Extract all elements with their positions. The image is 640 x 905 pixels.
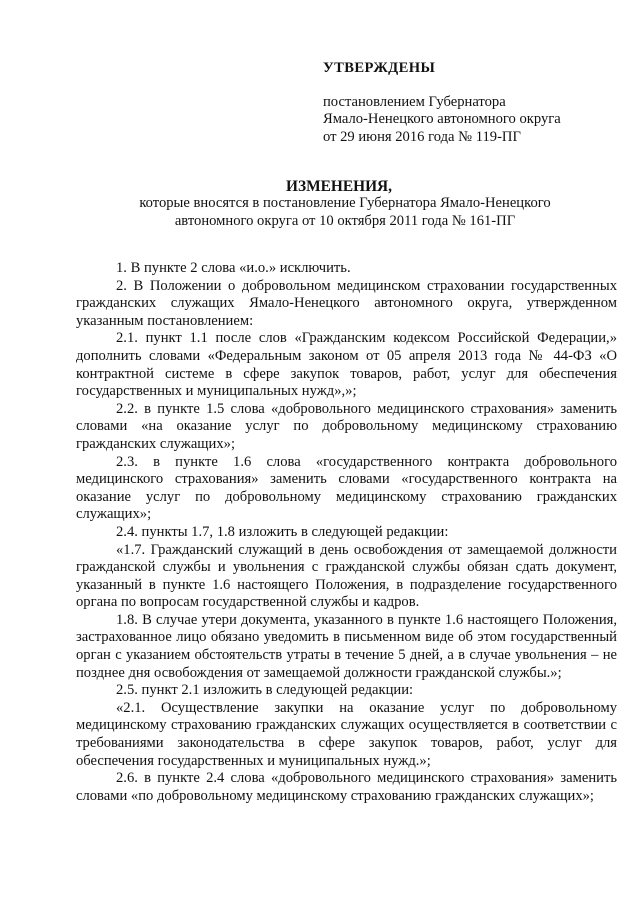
paragraph-2-6: 2.6. в пункте 2.4 слова «добровольного медицинского страхования» заменить словами «по добровольному медицинскому страхованию гражданских служащих»; bbox=[76, 770, 617, 804]
paragraph-1-8: 1.8. В случае утери документа, указанного в пункте 1.6 настоящего Положения, застрахованное лицо обязано уведомить в письменном виде об этом государственный орган с указанием обстоятельств утраты в течение 5 дней, а в случае увольнения – не позднее дня освобождения от замещаемой должности гражданской службы.»; bbox=[76, 611, 617, 681]
paragraph-2: 2. В Положении о добровольном медицинском страховании государственных гражданских служащих Ямало-Ненецкого автономного округа, утвержденном указанным постановлением: bbox=[76, 277, 617, 329]
approval-line-2: Ямало-Ненецкого автономного округа bbox=[323, 111, 561, 128]
approval-line-1: постановлением Губернатора bbox=[323, 93, 506, 110]
approval-heading: УТВЕРЖДЕНЫ bbox=[323, 60, 436, 76]
paragraph-1: 1. В пункте 2 слова «и.о.» исключить. bbox=[116, 260, 351, 276]
document-title: ИЗМЕНЕНИЯ, bbox=[285, 178, 393, 195]
paragraph-1-7: «1.7. Гражданский служащий в день освобождения от замещаемой должности гражданской службы и увольнения с гражданской службы обязан сдать документ, указанный в пункте 1.6 настоящего Положения, в подразделение государственного органа по вопросам государственной службы и кадров. bbox=[76, 541, 617, 611]
paragraph-2-3: 2.3. в пункте 1.6 слова «государственного контракта добровольного медицинского страхования» заменить словами «государственного контракта на оказание услуг по добровольному медицинскому страхованию гражданских служащих»; bbox=[76, 453, 617, 523]
document-body bbox=[76, 260, 617, 805]
approval-stamp bbox=[323, 60, 623, 146]
paragraph-2-1-new: «2.1. Осуществление закупки на оказание услуг по добровольному медицинскому страхованию гражданских служащих осуществляется в соответствии с требованиями законодательства в сфере закупок товаров, работ, услуг для обеспечения государственных и муниципальных нужд.»; bbox=[76, 699, 617, 769]
document-subtitle bbox=[80, 195, 610, 230]
paragraph-2-1: 2.1. пункт 1.1 после слов «Гражданским кодексом Российской Федерации,» дополнить словами «Федеральным законом от 05 апреля 2013 года № 44-ФЗ «О контрактной системе в сфере закупок товаров, работ, услуг для обеспечения государственных и муниципальных нужд»,»; bbox=[76, 330, 617, 400]
subtitle-line-2: автономного округа от 10 октября 2011 года № 161-ПГ bbox=[174, 212, 516, 229]
paragraph-2-2: 2.2. в пункте 1.5 слова «добровольного медицинского страхования» заменить словами «на оказание услуг по добровольному медицинскому страхованию гражданских служащих»; bbox=[76, 400, 617, 452]
paragraph-2-4: 2.4. пункты 1.7, 1.8 изложить в следующей редакции: bbox=[116, 523, 449, 540]
approval-line-3: от 29 июня 2016 года № 119-ПГ bbox=[323, 128, 521, 145]
subtitle-line-1: которые вносятся в постановление Губернатора Ямало-Ненецкого bbox=[139, 195, 551, 211]
paragraph-2-5: 2.5. пункт 2.1 изложить в следующей редакции: bbox=[116, 682, 414, 699]
